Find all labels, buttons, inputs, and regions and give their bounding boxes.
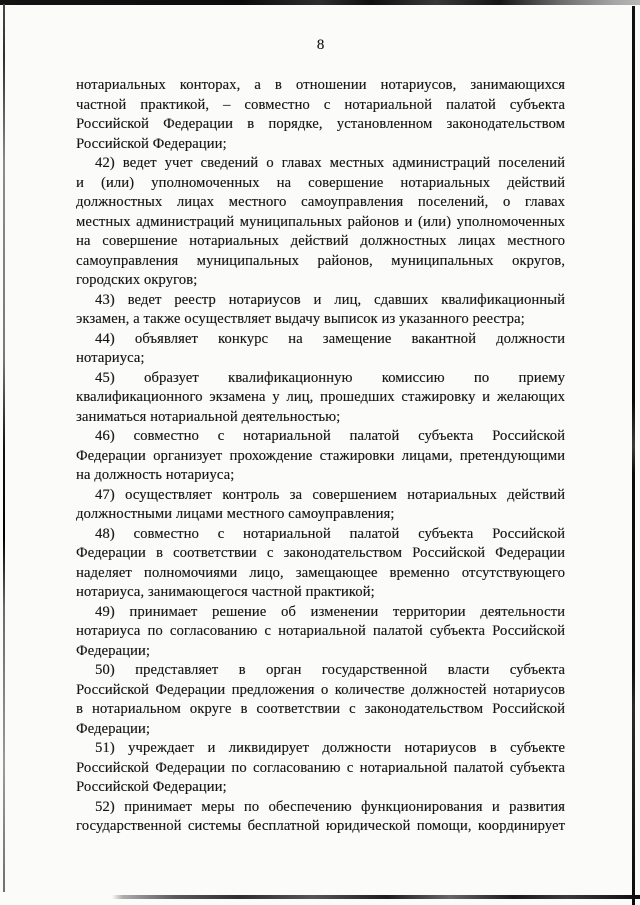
text-line: нотариуса по согласованию с нотариальной палатой субъекта Российской: [76, 623, 565, 639]
paragraph: [76, 291, 565, 330]
text-line: в нотариальном округе в соответствии с законодательством Российской: [76, 701, 565, 717]
text-line: нотариальных конторах, а в отношении нотариусов, занимающихся: [76, 77, 565, 93]
text-line: нотариуса, занимающегося частной практикой;: [76, 584, 375, 600]
paragraph: [76, 486, 565, 525]
scan-edge-top: [0, 0, 640, 5]
paragraph: [76, 76, 565, 154]
text-line: 42) ведет учет сведений о главах местных администраций поселений: [95, 155, 565, 171]
text-line: наделяет полномочиями лицо, замещающее временно отсутствующего: [76, 564, 565, 581]
paragraph: [76, 661, 565, 739]
text-line: 43) ведет реестр нотариусов и лиц, сдавших квалификационный: [95, 291, 565, 308]
paragraph: [76, 369, 565, 428]
scan-edge-right: [632, 6, 635, 905]
scan-edge-left: [3, 4, 5, 892]
text-line: должностных лицах местного самоуправления поселений, о главах: [76, 194, 565, 210]
scan-edge-bottom: [112, 895, 640, 899]
text-line: местных администраций муниципальных районов и (или) уполномоченных: [76, 213, 565, 230]
text-line: 44) объявляет конкурс на замещение вакантной должности: [95, 330, 565, 347]
text-line: Федерации;: [76, 642, 150, 659]
paragraph: [76, 603, 565, 662]
text-line: Российской Федерации;: [76, 779, 227, 795]
text-line: Федерации в соответствии с законодательством Российской Федерации: [76, 545, 565, 561]
paragraph: [76, 427, 565, 486]
text-line: частной практикой, – совместно с нотариальной палатой субъекта: [76, 96, 565, 113]
text-line: самоуправления муниципальных районов, муниципальных округов,: [76, 252, 565, 269]
text-line: и (или) уполномоченных на совершение нотариальных действий: [76, 174, 565, 191]
text-line: Российской Федерации;: [76, 135, 227, 152]
text-line: 45) образует квалификационную комиссию по приему: [95, 369, 565, 386]
text-line: Российской Федерации по согласованию с нотариальной палатой субъекта: [76, 759, 565, 776]
text-line: экзамен, а также осуществляет выдачу выписок из указанного реестра;: [76, 311, 525, 327]
text-line: на должность нотариуса;: [76, 467, 235, 483]
text-line: на совершение нотариальных действий должностных лицах местного: [76, 233, 565, 249]
text-line: 49) принимает решение об изменении территории деятельности: [95, 603, 565, 620]
text-line: Федерации организует прохождение стажировки лицами, претендующими: [76, 447, 565, 464]
text-line: 47) осуществляет контроль за совершением нотариальных действий: [95, 486, 565, 503]
page-number: 8: [316, 37, 325, 53]
text-body: [76, 76, 565, 837]
paragraph: [76, 330, 565, 369]
text-line: заниматься нотариальной деятельностью;: [76, 408, 341, 425]
paragraph: [76, 739, 565, 798]
paragraph: [76, 525, 565, 603]
text-line: Российской Федерации предложения о количестве должностей нотариусов: [76, 681, 565, 698]
text-line: государственной системы бесплатной юридической помощи, координирует: [76, 818, 565, 834]
text-line: 50) представляет в орган государственной власти субъекта: [95, 662, 565, 678]
text-line: 51) учреждает и ликвидирует должности нотариусов в субъекте: [95, 740, 565, 756]
text-line: 48) совместно с нотариальной палатой субъекта Российской: [95, 525, 565, 542]
paragraph: [76, 154, 565, 291]
paragraph: [76, 798, 565, 837]
text-line: нотариуса;: [76, 350, 145, 366]
text-line: 52) принимает меры по обеспечению функционирования и развития: [95, 798, 565, 815]
text-line: квалификационного экзамена у лиц, прошедших стажировку и желающих: [76, 389, 565, 405]
text-line: городских округов;: [76, 272, 198, 288]
text-line: 46) совместно с нотариальной палатой субъекта Российской: [95, 428, 565, 444]
text-line: Российской Федерации в порядке, установленном законодательством: [76, 116, 565, 132]
text-line: должностными лицами местного самоуправления;: [76, 506, 395, 522]
text-line: Федерации;: [76, 720, 150, 737]
